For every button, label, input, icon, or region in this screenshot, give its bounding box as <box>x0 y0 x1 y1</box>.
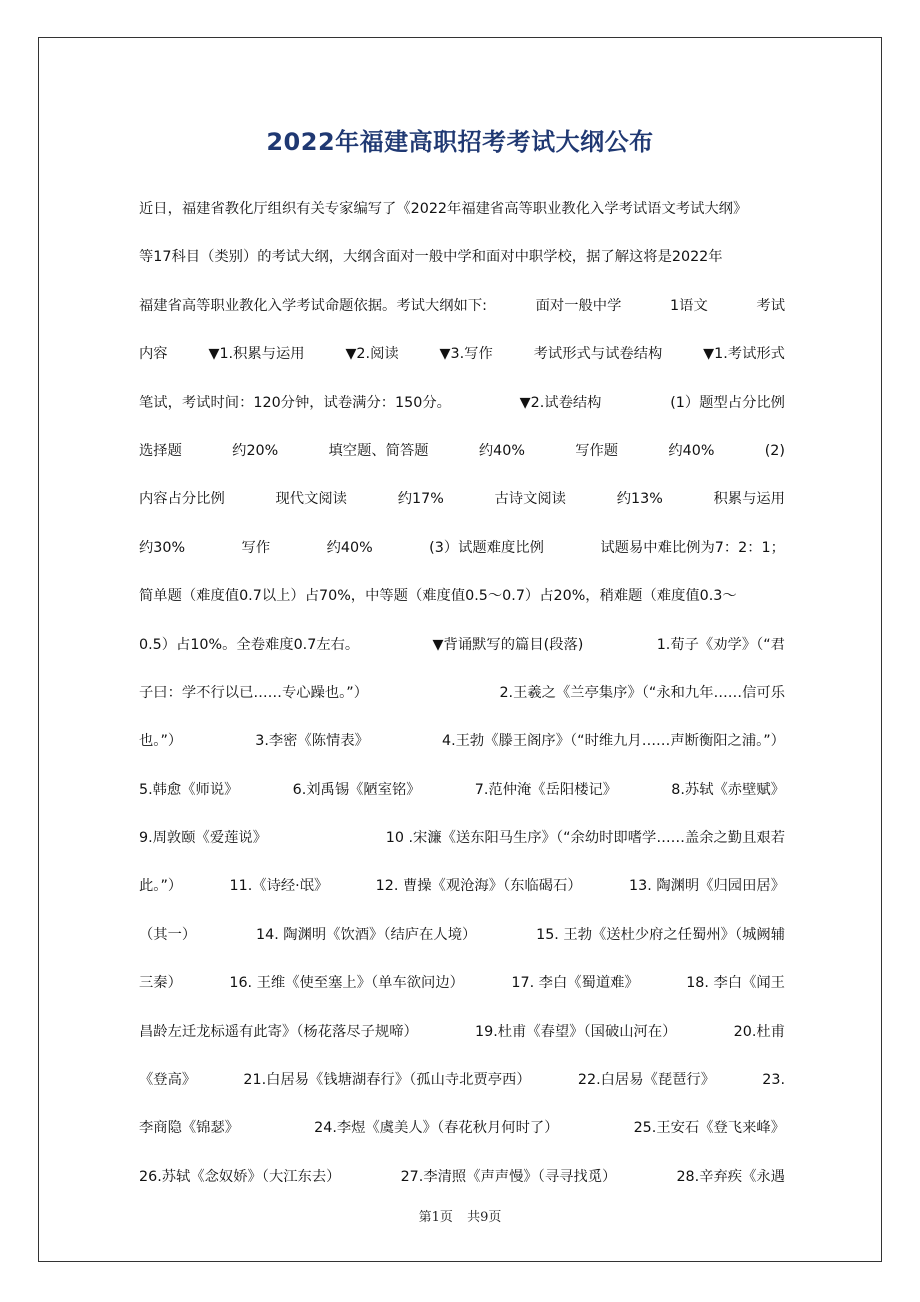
text-segment: 约13% <box>616 491 663 508</box>
text-segment: 26.苏轼《念奴娇》（大江东去） <box>139 1168 341 1185</box>
text-line <box>139 818 785 866</box>
text-line <box>139 625 785 673</box>
text-segment: (1）题型占分比例 <box>670 394 785 411</box>
text-segment: 福建省高等职业教化入学考试命题依据。考试大纲如下: <box>139 297 487 314</box>
text-segment: 17. 李白《蜀道难》 <box>511 975 639 992</box>
text-segment: 16. 王维《使至塞上》（单车欲问边） <box>229 975 464 992</box>
text-segment: 8.苏轼《赤壁赋》 <box>671 781 785 798</box>
text-segment: 2.王羲之《兰亭集序》（“永和九年……信可乐 <box>499 684 785 701</box>
text-line <box>139 334 785 382</box>
text-segment: 约40% <box>326 539 373 556</box>
page-footer <box>0 1206 920 1225</box>
text-line <box>139 1012 785 1060</box>
text-segment: 6.刘禹锡《陋室铭》 <box>292 781 421 798</box>
text-segment: 约17% <box>397 491 444 508</box>
text-segment: 3.李密《陈情表》 <box>255 733 369 750</box>
text-segment: 子曰：学不行以已……专心躁也。”） <box>139 684 369 701</box>
text-segment: 9.周敦颐《爱莲说》 <box>139 830 268 847</box>
text-segment: 约30% <box>139 539 186 556</box>
text-segment: 古诗文阅读 <box>494 491 566 508</box>
text-segment: 19.杜甫《春望》（国破山河在） <box>475 1023 677 1040</box>
text-segment: 填空题、简答题 <box>328 442 429 459</box>
text-segment: 写作 <box>241 539 271 556</box>
text-segment: 28.辛弃疾《永遇 <box>676 1168 785 1185</box>
text-segment: 简单题（难度值0.7以上）占70%，中等题（难度值0.5～0.7）占20%，稍难题（难度值0.3～ <box>139 588 737 605</box>
text-segment: (2) <box>764 442 785 459</box>
text-segment: 积累与运用 <box>713 491 785 508</box>
text-segment: (3）试题难度比例 <box>429 539 544 556</box>
text-segment: 约40% <box>478 442 525 459</box>
text-segment: 14. 陶渊明《饮酒》（结庐在人境） <box>256 926 477 943</box>
document-title: 2022年福建高职招考考试大纲公布 <box>266 128 654 156</box>
text-segment: 4.王勃《滕王阁序》（“时维九月……声断衡阳之浦。”） <box>442 733 785 750</box>
text-segment: 考试形式与试卷结构 <box>533 346 663 363</box>
text-segment: ▼2.阅读 <box>345 346 399 363</box>
text-segment: 20.杜甫 <box>733 1023 785 1040</box>
text-segment: 24.李煜《虞美人》（春花秋月何时了） <box>314 1120 559 1137</box>
text-segment: 22.白居易《琵琶行》 <box>577 1072 716 1089</box>
text-segment: 现代文阅读 <box>275 491 347 508</box>
text-segment: ▼1.考试形式 <box>703 346 785 363</box>
text-segment: 25.王安石《登飞来峰》 <box>633 1120 785 1137</box>
text-segment: 面对一般中学 <box>535 297 622 314</box>
text-segment: 21.白居易《钱塘湖春行》（孤山寺北贾亭西） <box>243 1072 531 1089</box>
text-segment: 约40% <box>668 442 715 459</box>
text-segment: 李商隐《锦瑟》 <box>139 1120 240 1137</box>
text-line <box>139 915 785 963</box>
text-segment: 近日，福建省教化厅组织有关专家编写了《2022年福建省高等职业教化入学考试语文考试大纲》 <box>139 201 748 217</box>
text-segment: ▼1.积累与运用 <box>208 346 305 363</box>
text-segment: （其一） <box>139 926 197 943</box>
text-line <box>139 1060 785 1108</box>
text-segment: 试题易中难比例为7：2：1； <box>600 539 785 556</box>
text-segment: 7.范仲淹《岳阳楼记》 <box>474 781 618 798</box>
text-line <box>139 721 785 769</box>
text-segment: 等17科目（类别）的考试大纲，大纲含面对一般中学和面对中职学校，据了解这将是2022年 <box>139 249 723 266</box>
text-segment: 18. 李白《闻王 <box>686 975 785 992</box>
page-total: 共9页 <box>467 1210 502 1225</box>
text-line <box>139 770 785 818</box>
text-segment: 约20% <box>232 442 279 459</box>
text-line <box>139 963 785 1011</box>
text-segment: ▼3.写作 <box>439 346 493 363</box>
text-segment: 三秦） <box>139 975 182 992</box>
text-line <box>139 1157 785 1205</box>
text-segment: 笔试，考试时间：120分钟，试卷满分：150分。 <box>139 394 451 411</box>
text-segment: 12. 曹操《观沧海》（东临碣石） <box>375 878 582 895</box>
text-line <box>139 286 785 334</box>
text-segment: 27.李清照《声声慢》（寻寻找觅） <box>400 1168 617 1185</box>
text-segment: 23. <box>762 1072 785 1089</box>
text-segment: 此。”） <box>139 878 183 895</box>
text-segment: ▼2.试卷结构 <box>519 394 602 411</box>
text-segment: 11.《诗经·氓》 <box>229 878 329 895</box>
document-body <box>139 189 785 1205</box>
text-segment: 5.韩愈《师说》 <box>139 781 239 798</box>
text-segment: 1.荀子《劝学》（“君 <box>656 636 785 653</box>
text-segment: 13. 陶渊明《归园田居》 <box>629 878 785 895</box>
text-line <box>139 237 785 285</box>
text-segment: 1语文 <box>670 297 708 314</box>
text-segment: 内容 <box>139 346 168 363</box>
text-line <box>139 528 785 576</box>
text-line <box>139 479 785 527</box>
text-line <box>139 431 785 479</box>
text-segment: 选择题 <box>139 442 182 459</box>
text-segment: 0.5）占10%。全卷难度0.7左右。 <box>139 636 360 653</box>
text-segment: 内容占分比例 <box>139 491 225 508</box>
text-segment: 考试 <box>756 297 785 314</box>
text-line <box>139 1108 785 1156</box>
text-segment: 昌龄左迁龙标遥有此寄》（杨花落尽子规啼） <box>139 1023 418 1040</box>
text-line <box>139 189 785 237</box>
text-line <box>139 866 785 914</box>
text-segment: 写作题 <box>575 442 619 459</box>
text-segment: 10 .宋濂《送东阳马生序》（“余幼时即嗜学……盖余之勤且艰若 <box>385 830 785 847</box>
text-line <box>139 673 785 721</box>
text-segment: 15. 王勃《送杜少府之任蜀州》（城阙辅 <box>536 926 785 943</box>
text-line <box>139 383 785 431</box>
text-line <box>139 576 785 624</box>
text-segment: ▼背诵默写的篇目(段落) <box>432 636 584 653</box>
text-segment: 《登高》 <box>139 1072 197 1089</box>
text-segment: 也。”） <box>139 733 183 750</box>
page-current: 第1页 <box>418 1210 453 1225</box>
